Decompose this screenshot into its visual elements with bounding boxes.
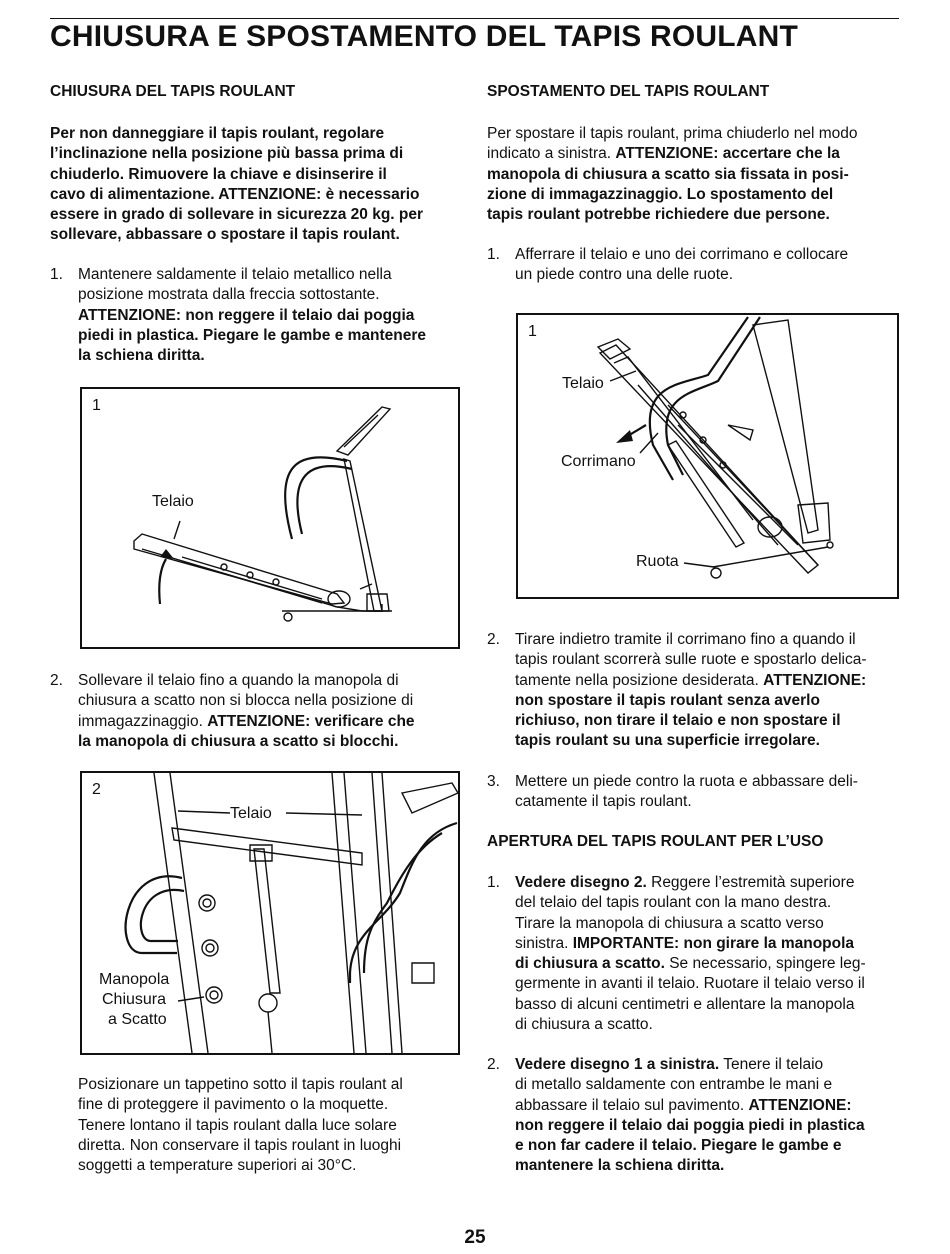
step-warning: IMPORTANTE: non girare la manopola [572,934,855,952]
step-line: Mettere un piede contro la ruota e abbassare deli- [515,773,858,790]
step-line: Tenere il telaio [719,1056,824,1073]
intro-line: Per non danneggiare il tapis roulant, regolare [50,125,385,142]
storage-note [78,1075,463,1176]
step-number: 3. [487,773,500,790]
top-rule [50,18,899,19]
note-line: fine di proteggere il pavimento o la moquette. [78,1096,389,1114]
step-warning-line: e non far cadere il telaio. Piegare le gambe e [515,1137,842,1155]
folding-intro [50,124,423,246]
step-line: un piede contro una delle ruote. [515,266,734,284]
figure-1-moving [516,313,899,599]
step-line: Mantenere saldamente il telaio metallico nella [78,266,392,283]
label-latch-knob: Chiusura [102,991,167,1008]
figure-number: 1 [528,323,537,340]
step-line: Se necessario, spingere leg- [664,955,866,973]
step-line: posizione mostrata dalla freccia sottostante. [78,286,380,304]
step-warning-line: non spostare il tapis roulant senza averlo [515,691,820,709]
figure-1-folding [80,387,460,649]
step-line: Sollevare il telaio fino a quando la manopola di [78,672,399,689]
page-title: CHIUSURA E SPOSTAMENTO DEL TAPIS ROULANT [50,20,799,53]
step-line: di metallo saldamente con entrambe le mani e [515,1076,833,1094]
step-warning-line: mantenere la schiena diritta. [515,1157,725,1175]
figure-2-latch [80,771,460,1055]
step-warning: ATTENZIONE: verificare che [207,712,415,730]
intro-line: essere in grado di sollevare in sicurezza 20 kg. per [50,206,424,224]
step-warning-line: la schiena diritta. [78,347,205,365]
step-warning-line: non reggere il telaio dai poggia piedi in plastica [515,1116,865,1134]
label-frame: Telaio [152,493,194,510]
note-line: diretta. Non conservare il tapis roulant in luoghi [78,1136,402,1154]
section-heading-unfolding: APERTURA DEL TAPIS ROULANT PER L’USO [487,833,824,850]
step-number: 2. [50,672,63,689]
step-number: 1. [487,874,500,891]
step-number: 2. [487,1056,500,1073]
intro-warning-line: tapis roulant potrebbe richiedere due persone. [487,206,830,224]
step-warning-line: piedi in plastica. Piegare le gambe e mantenere [78,326,427,344]
step-line: Afferrare il telaio e uno dei corrimano e collocare [515,246,849,263]
section-heading-folding: CHIUSURA DEL TAPIS ROULANT [50,83,296,100]
intro-line: cavo di alimentazione. ATTENZIONE: è necessario [50,185,420,203]
step-line: Tirare la manopola di chiusura a scatto verso [515,914,824,932]
step-line: tamente nella posizione desiderata. [515,671,764,689]
intro-line: Per spostare il tapis roulant, prima chiuderlo nel modo [487,125,858,142]
intro-line: chiuderlo. Rimuovere la chiave e disinserire il [50,165,387,183]
intro-warning: ATTENZIONE: accertare che la [615,145,840,163]
intro-line: indicato a sinistra. [487,145,616,163]
figure-reference: Vedere disegno 1 a sinistra. [515,1056,720,1073]
step-warning-line: richiuso, non tirare il telaio e non spostare il [515,712,841,730]
intro-warning-line: zione di immagazzinaggio. Lo spostamento del [487,185,834,203]
step-line: di chiusura a scatto. [515,1016,653,1034]
label-latch-knob: a Scatto [108,1011,167,1028]
figure-reference: Vedere disegno 2. [515,874,647,891]
treadmill-lift-illustration [82,389,458,647]
step-warning: ATTENZIONE: [748,1096,852,1114]
step-number: 1. [50,266,63,283]
section-heading-moving: SPOSTAMENTO DEL TAPIS ROULANT [487,83,770,100]
step-warning-line: la manopola di chiusura a scatto si blocchi. [78,732,399,750]
step-line: immagazzinaggio. [78,712,208,730]
step-line: tapis roulant scorrerà sulle ruote e spostarlo delica- [515,651,867,669]
label-frame: Telaio [562,375,604,392]
step-line: germente in avanti il telaio. Ruotare il telaio verso il [515,975,865,993]
intro-warning-line: manopola di chiusura a scatto sia fissata in posi- [487,165,849,183]
step-number: 1. [487,246,500,263]
step-number: 2. [487,631,500,648]
step-warning: di chiusura a scatto. [515,955,665,973]
step-warning-line: tapis roulant su una superficie irregolare. [515,732,820,750]
moving-intro [487,124,899,225]
step-warning: ATTENZIONE: [763,671,867,689]
note-line: soggetti a temperature superiori ai 30°C. [78,1157,357,1175]
step-line: catamente il tapis roulant. [515,793,692,811]
label-frame: Telaio [230,805,272,822]
label-handrail: Corrimano [561,453,636,470]
figure-number: 2 [92,781,101,798]
step-line: sinistra. [515,934,573,952]
step-line: basso di alcuni centimetri e allentare la manopola [515,995,855,1013]
intro-line: sollevare, abbassare o spostare il tapis roulant. [50,226,400,244]
label-wheel: Ruota [636,553,679,570]
intro-line: l’inclinazione nella posizione più bassa prima di [50,145,404,163]
step-line: abbassare il telaio sul pavimento. [515,1096,749,1114]
figure-number: 1 [92,397,101,414]
step-warning-line: ATTENZIONE: non reggere il telaio dai poggia [78,306,415,324]
step-line: Tirare indietro tramite il corrimano fino a quando il [515,631,856,648]
page-number: 25 [464,1227,486,1248]
note-line: Tenere lontano il tapis roulant dalla luce solare [78,1116,397,1134]
step-line: del telaio del tapis roulant con la mano destra. [515,894,832,912]
label-latch-knob: Manopola [99,971,170,988]
step-line: chiusura a scatto non si blocca nella posizione di [78,692,414,710]
step-line: Reggere l’estremità superiore [646,874,855,891]
note-line: Posizionare un tappetino sotto il tapis roulant al [78,1076,403,1093]
